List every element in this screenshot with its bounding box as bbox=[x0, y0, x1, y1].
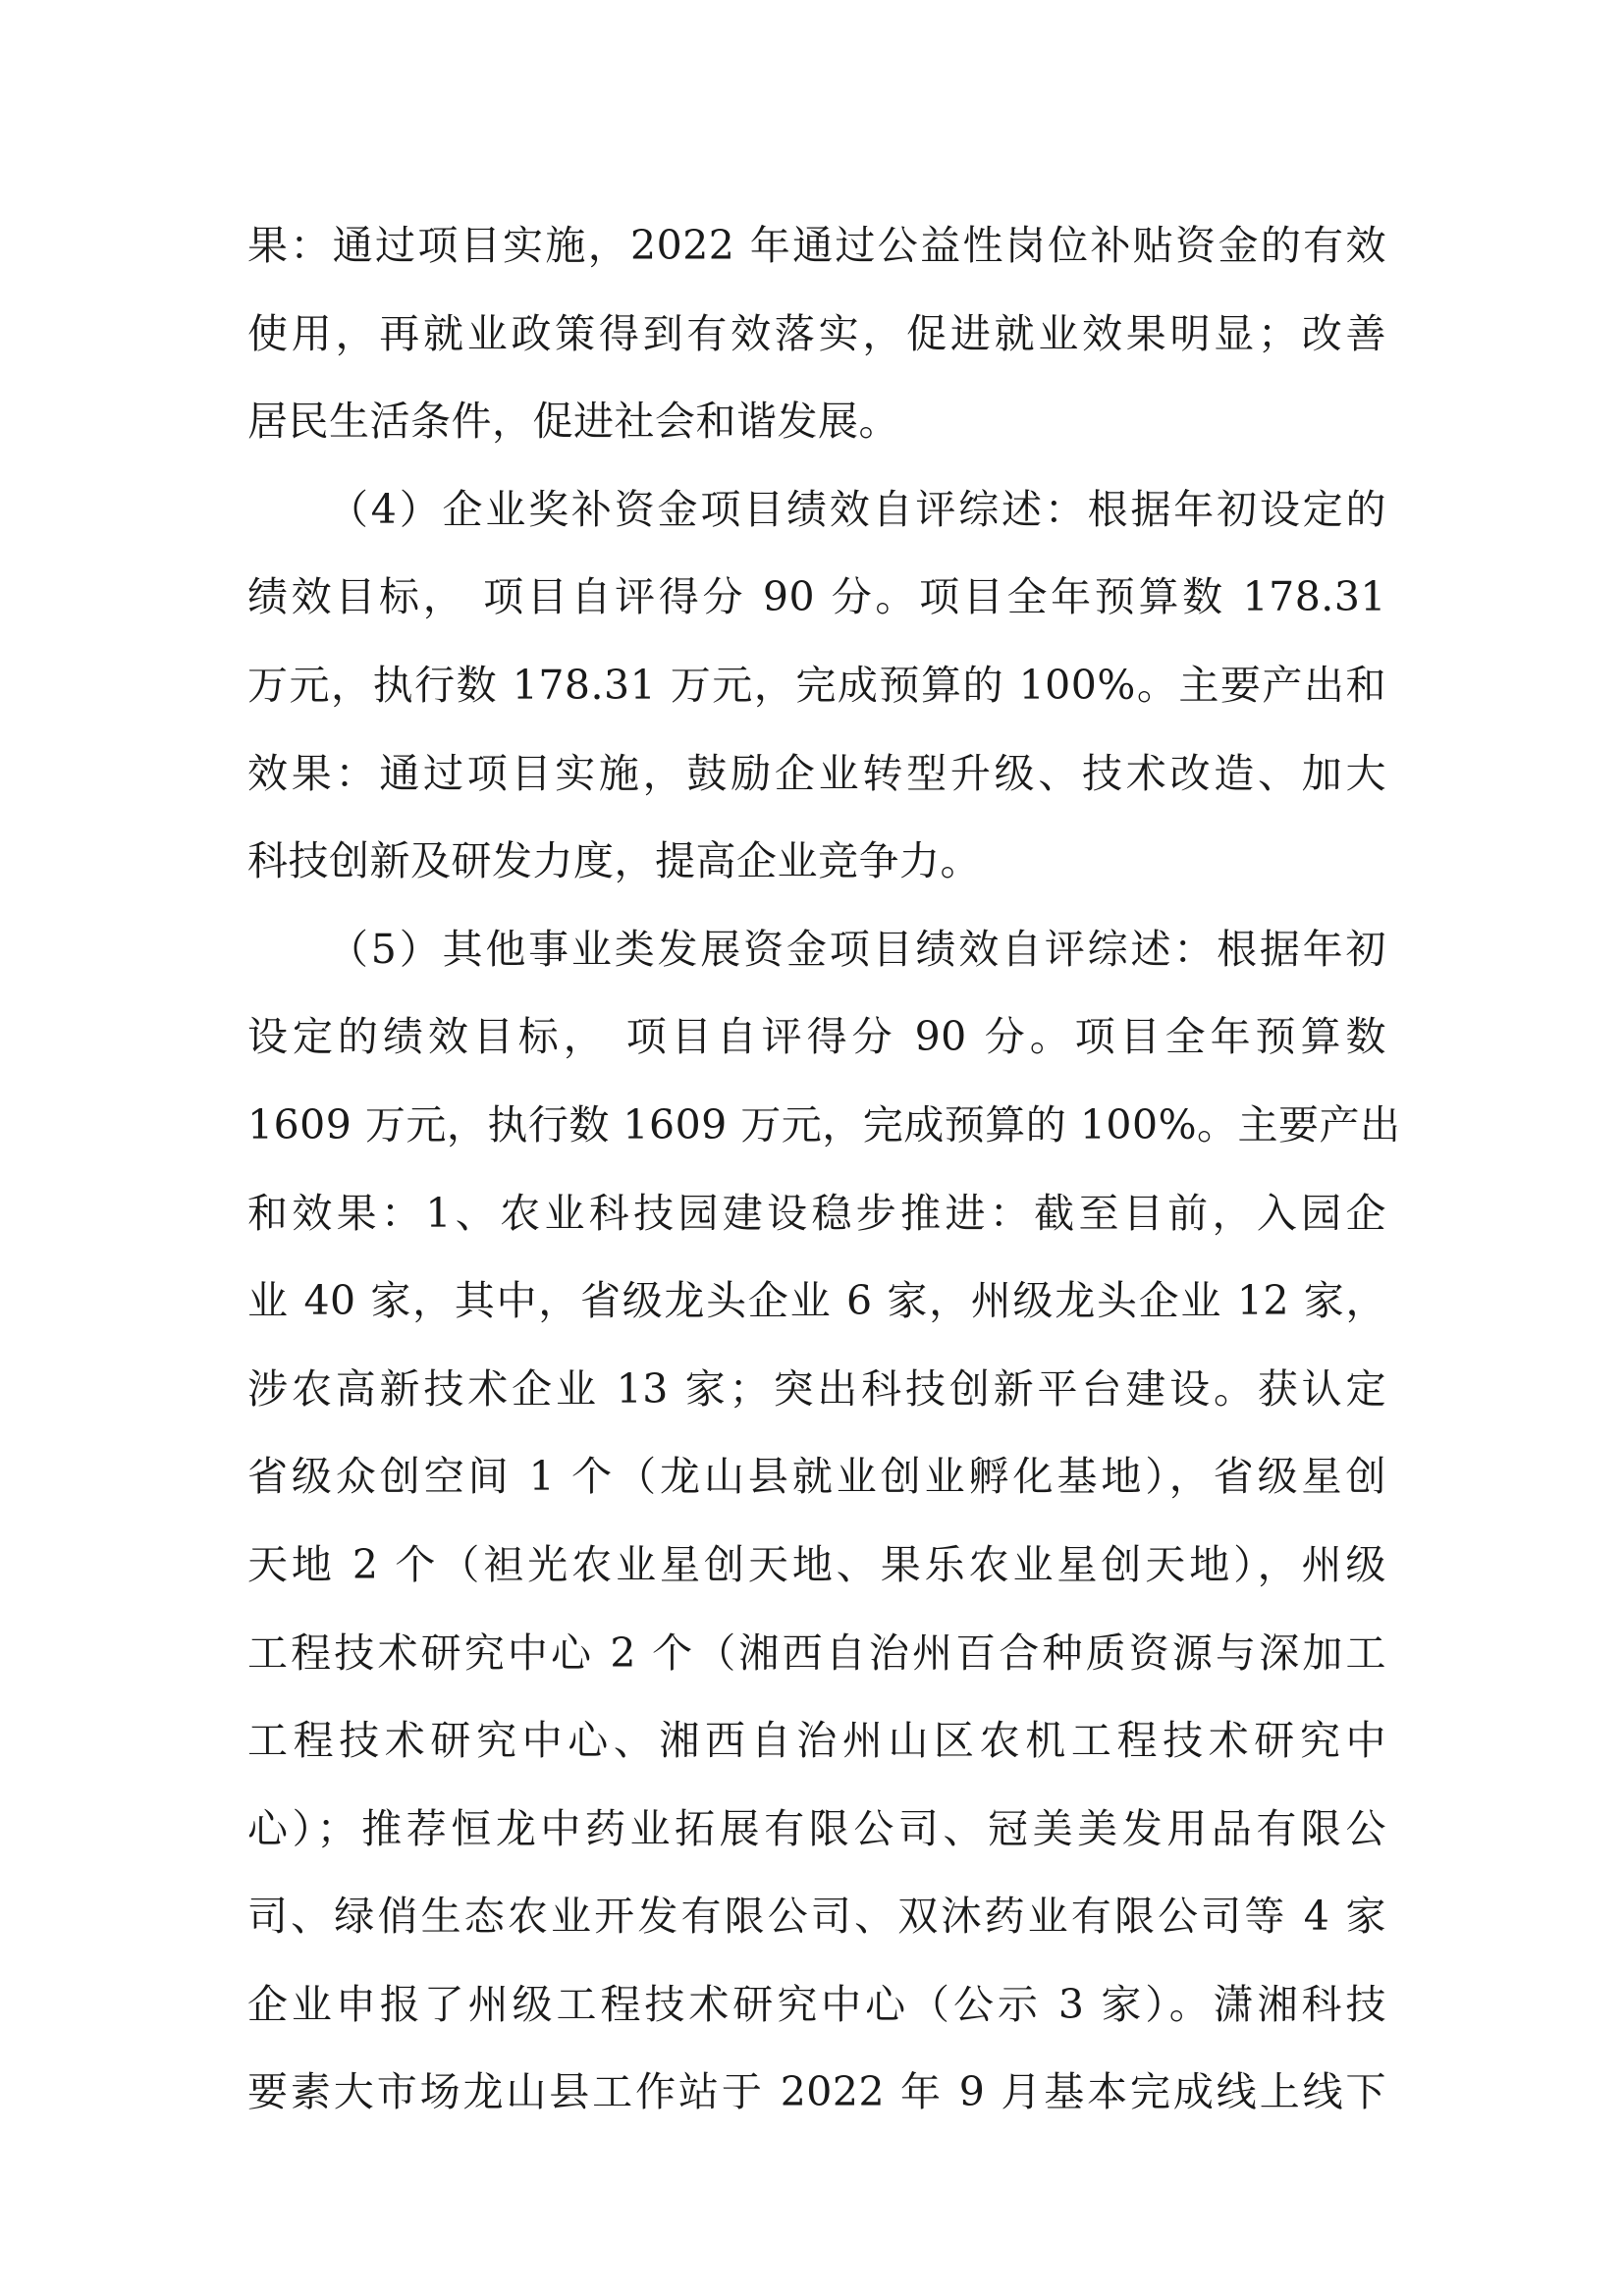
text-line: 设定的绩效目标， 项目自评得分 90 分。项目全年预算数 bbox=[247, 1013, 1386, 1061]
text-line: 万元，执行数 178.31 万元，完成预算的 100%。主要产出和 bbox=[247, 661, 1386, 709]
text-line: 科技创新及研发力度，提高企业竞争力。 bbox=[247, 837, 981, 885]
text-line: 居民生活条件，促进社会和谐发展。 bbox=[247, 398, 899, 446]
text-line: 工程技术研究中心 2 个（湘西自治州百合种质资源与深加工 bbox=[247, 1629, 1386, 1677]
text-line: 司、绿俏生态农业开发有限公司、双沐药业有限公司等 4 家 bbox=[247, 1893, 1386, 1941]
paragraph-5-heading-line: （5）其他事业类发展资金项目绩效自评综述：根据年初 bbox=[328, 925, 1386, 973]
text-line: 使用，再就业政策得到有效落实，促进就业效果明显；改善 bbox=[247, 309, 1386, 357]
paragraph-4-heading-line: （4）企业奖补资金项目绩效自评综述：根据年初设定的 bbox=[328, 485, 1386, 533]
text-line: 和效果：1、农业科技园建设稳步推进：截至目前，入园企 bbox=[247, 1189, 1386, 1237]
text-line: 天地 2 个（袒光农业星创天地、果乐农业星创天地），州级 bbox=[247, 1540, 1386, 1588]
text-line: 企业申报了州级工程技术研究中心（公示 3 家）。潇湘科技 bbox=[247, 1980, 1386, 2028]
text-line: 工程技术研究中心、湘西自治州山区农机工程技术研究中 bbox=[247, 1717, 1386, 1765]
text-line: 业 40 家，其中，省级龙头企业 6 家，州级龙头企业 12 家， bbox=[247, 1277, 1386, 1325]
text-line: 果：通过项目实施，2022 年通过公益性岗位补贴资金的有效 bbox=[247, 222, 1386, 269]
text-line: 涉农高新技术企业 13 家；突出科技创新平台建设。获认定 bbox=[247, 1364, 1386, 1413]
text-line: 省级众创空间 1 个（龙山县就业创业孵化基地），省级星创 bbox=[247, 1453, 1386, 1501]
text-line: 心）；推荐恒龙中药业拓展有限公司、冠美美发用品有限公 bbox=[247, 1804, 1386, 1852]
body-text bbox=[247, 202, 1401, 2137]
text-line: 效果：通过项目实施，鼓励企业转型升级、技术改造、加大 bbox=[247, 749, 1386, 797]
text-line: 要素大市场龙山县工作站于 2022 年 9 月基本完成线上线下 bbox=[247, 2068, 1386, 2116]
text-line: 1609 万元，执行数 1609 万元，完成预算的 100%。主要产出 bbox=[247, 1100, 1401, 1148]
text-line: 绩效目标， 项目自评得分 90 分。项目全年预算数 178.31 bbox=[247, 573, 1386, 621]
